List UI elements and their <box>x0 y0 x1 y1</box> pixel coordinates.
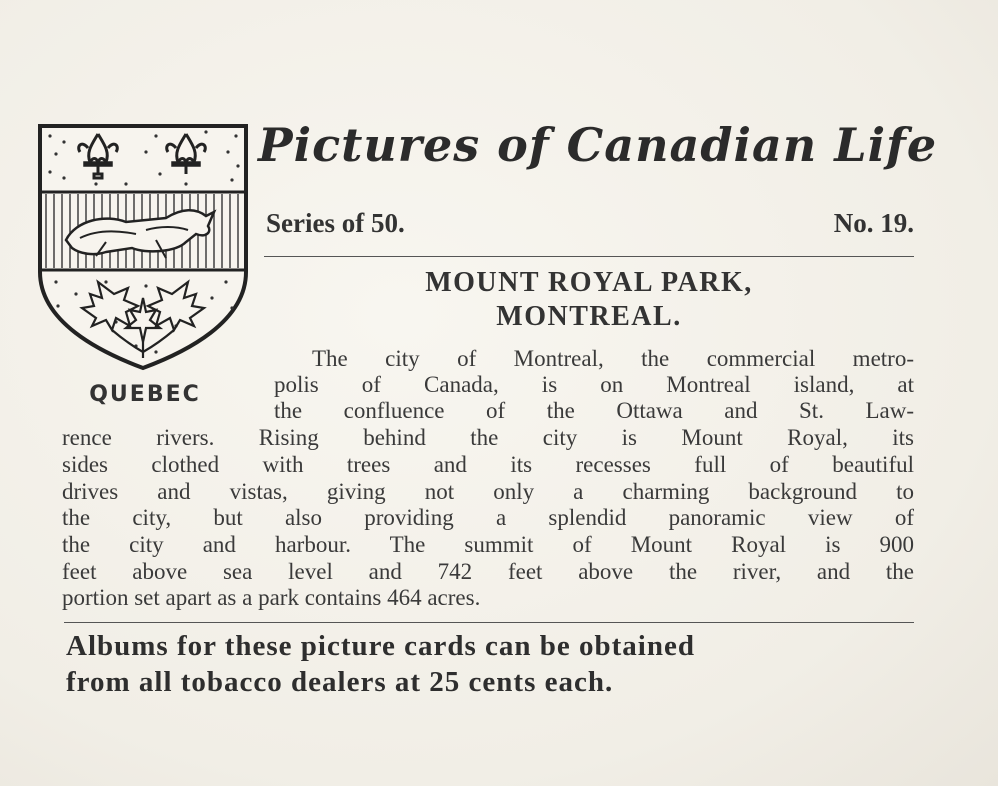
top-divider <box>264 256 914 257</box>
body-line: The city of Montreal, the commercial metro- <box>312 346 914 371</box>
body-line: sides clothed with trees and its recesses full of beautiful <box>62 452 914 477</box>
card-number: No. 19. <box>833 208 914 238</box>
bottom-divider <box>64 622 914 623</box>
province-label: QUEBEC <box>89 382 201 407</box>
body-line: the city, but also providing a splendid panoramic view of <box>62 505 914 530</box>
series-label: Series of 50. <box>266 208 405 238</box>
card-title: Pictures of Canadian Life <box>258 118 938 172</box>
body-line: the confluence of the Ottawa and St. Law- <box>274 398 914 423</box>
quebec-coat-of-arms-icon <box>36 122 250 372</box>
albums-notice-line-2: from all tobacco dealers at 25 cents each. <box>66 666 614 698</box>
body-line: rence rivers. Rising behind the city is Mount Royal, its <box>62 425 914 450</box>
card-heading <box>264 266 914 334</box>
body-line: the city and harbour. The summit of Mount Royal is 900 <box>62 532 914 557</box>
albums-notice-line-1: Albums for these picture cards can be obtained <box>66 630 695 662</box>
body-line: polis of Canada, is on Montreal island, at <box>274 372 914 397</box>
body-line: drives and vistas, giving not only a charming background to <box>62 479 914 504</box>
heading-line-1: MOUNT ROYAL PARK, <box>425 267 753 298</box>
body-line: feet above sea level and 742 feet above the river, and the <box>62 559 914 584</box>
body-line: portion set apart as a park contains 464 acres. <box>62 585 481 610</box>
heading-line-2: MONTREAL. <box>496 301 682 332</box>
